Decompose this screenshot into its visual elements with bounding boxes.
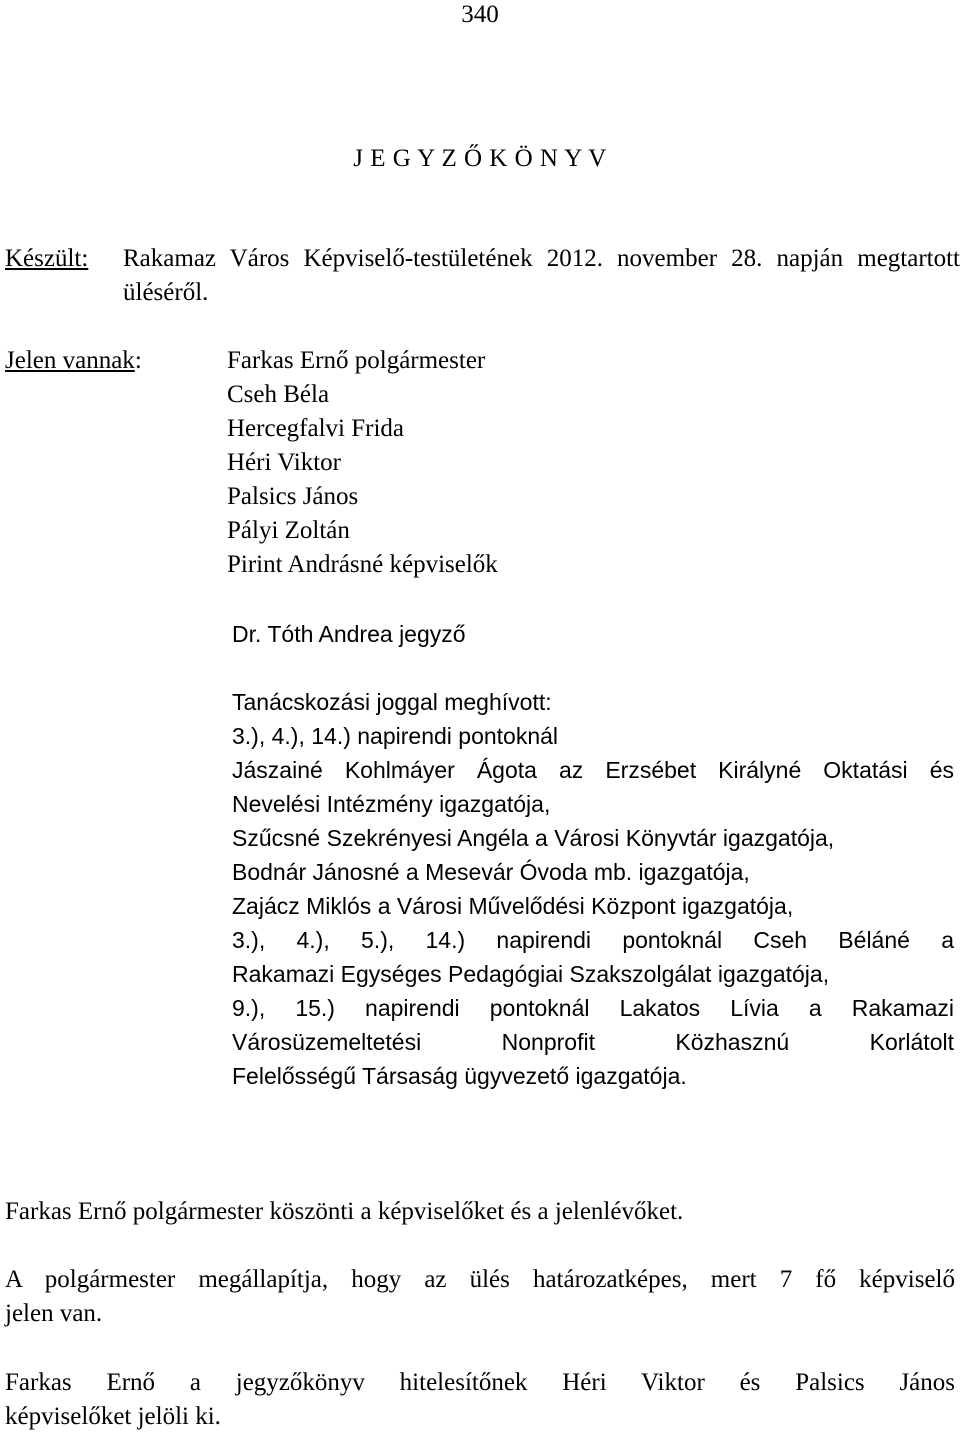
guest-line: 3.), 4.), 5.), 14.) napirendi pontoknál Cseh Béláné a: [232, 927, 954, 953]
document-title: J E G Y Z Ő K Ö N Y V: [353, 145, 607, 172]
made-label: Készült:: [5, 245, 89, 272]
authenticators-line: Farkas Ernő a jegyzőkönyv hitelesítőnek Héri Viktor és Palsics János: [5, 1369, 955, 1396]
clerk: Dr. Tóth Andrea jegyző: [232, 621, 466, 647]
quorum-line: A polgármester megállapítja, hogy az ülés határozatképes, mert 7 fő képviselő: [5, 1266, 955, 1293]
quorum-paragraph: [5, 1263, 955, 1331]
authenticators-paragraph: [5, 1366, 955, 1434]
member-item: Pályi Zoltán: [227, 517, 350, 544]
guest-line: 3.), 4.), 14.) napirendi pontoknál: [232, 723, 559, 749]
member-item: Héri Viktor: [227, 449, 341, 476]
guest-line: Rakamazi Egységes Pedagógiai Szakszolgálat igazgatója,: [232, 961, 830, 987]
authenticators-line: képviselőket jelöli ki.: [5, 1403, 221, 1430]
guest-line: Zajácz Miklós a Városi Művelődési Központ igazgatója,: [232, 893, 794, 919]
guest-line: Városüzemeltetési Nonprofit Közhasznú Korlátolt: [232, 1029, 954, 1055]
guest-line: Felelősségű Társaság ügyvezető igazgatója.: [232, 1063, 687, 1089]
members-list: [227, 344, 498, 582]
member-item: Palsics János: [227, 483, 359, 510]
greeting-paragraph: Farkas Ernő polgármester köszönti a képviselőket és a jelenlévőket.: [5, 1198, 684, 1225]
present-label: [5, 344, 142, 378]
guest-line: Nevelési Intézmény igazgatója,: [232, 791, 551, 817]
member-item: Hercegfalvi Frida: [227, 415, 405, 442]
guest-line: Szűcsné Szekrényesi Angéla a Városi Könyvtár igazgatója,: [232, 825, 835, 851]
present-label-colon: :: [134, 347, 142, 374]
present-label-text: Jelen vannak: [5, 347, 135, 374]
made-text: Rakamaz Város Képviselő-testületének 2012. november 28. napján megtartott üléséről.: [123, 245, 960, 306]
page-number: 340: [461, 1, 499, 28]
guests-heading: Tanácskozási joggal meghívott:: [232, 689, 552, 715]
invited-guests: [232, 685, 954, 1093]
member-item: Farkas Ernő polgármester: [227, 347, 486, 374]
quorum-line: jelen van.: [5, 1300, 103, 1327]
member-item: Pirint Andrásné képviselők: [227, 551, 498, 578]
member-item: Cseh Béla: [227, 381, 330, 408]
guest-line: Bodnár Jánosné a Mesevár Óvoda mb. igazgatója,: [232, 859, 750, 885]
guest-line: Jászainé Kohlmáyer Ágota az Erzsébet Királyné Oktatási és: [232, 757, 954, 783]
guest-line: 9.), 15.) napirendi pontoknál Lakatos Lívia a Rakamazi: [232, 995, 954, 1021]
